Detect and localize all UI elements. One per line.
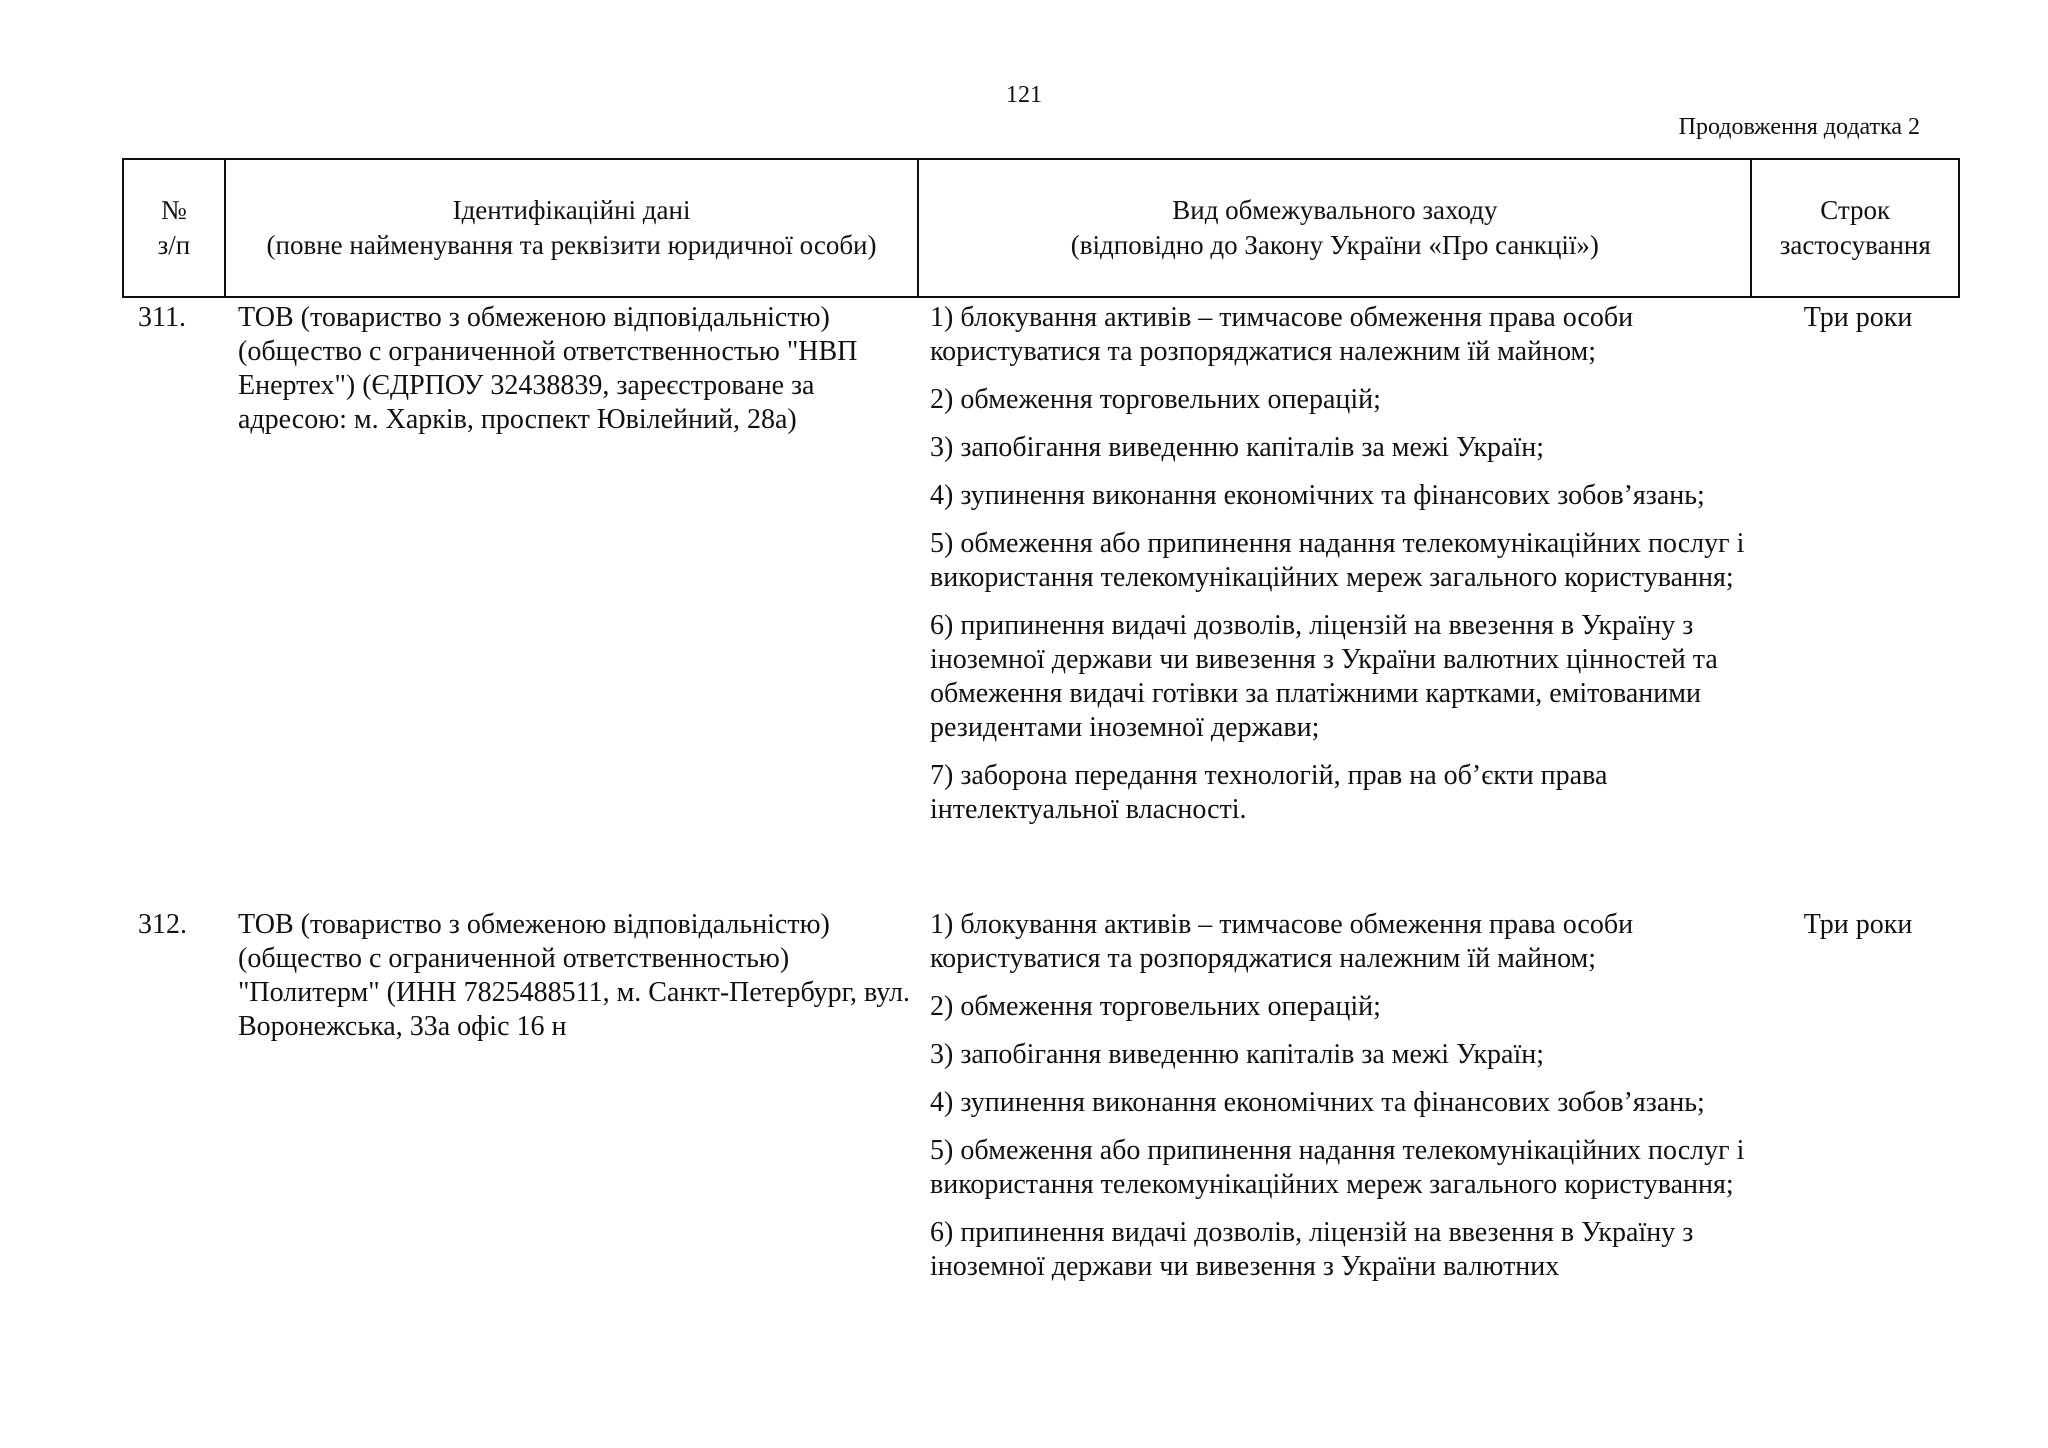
measure-item: 6) припинення видачі дозволів, ліцензій на ввезення в Україну з іноземної держави чи вивезення з України валютних цінностей та обмеження видачі готівки за платіжними картками, емітованими резидентами іноземної держави; bbox=[930, 610, 1718, 743]
entry-measures bbox=[930, 908, 1760, 1298]
header-measure-title: Вид обмежувального заходу bbox=[1172, 195, 1498, 225]
measure-item: 5) обмеження або припинення надання телекомунікаційних послуг і використання телекомунікаційних мереж загального користування; bbox=[930, 528, 1745, 593]
measure-item: 7) заборона передання технологій, прав на об’єкти права інтелектуальної власності. bbox=[930, 760, 1608, 825]
measure-item: 2) обмеження торговельних операцій; bbox=[930, 384, 1381, 415]
entry-identification: ТОВ (товариство з обмеженою відповідальністю) (общество с ограниченной ответственностью "НВП Енертех") (ЄДРПОУ 32438839, зареєстроване за адресою: м. Харків, проспект Ювілейний, 28а) bbox=[238, 302, 858, 435]
measure-item: 4) зупинення виконання економічних та фінансових зобов’язань; bbox=[930, 480, 1705, 511]
entry-identification: ТОВ (товариство з обмеженою відповідальністю) (общество с ограниченной ответственностью) "Политерм" (ИНН 7825488511, м. Санкт-Петербург, вул. Воронежська, 33а офіс 16 н bbox=[238, 909, 910, 1042]
entry-number: 311. bbox=[138, 302, 186, 333]
header-measure-cell bbox=[919, 160, 1752, 296]
header-measure-subtitle: (відповідно до Закону України «Про санкції») bbox=[1070, 230, 1599, 260]
continuation-label: Продовження додатка 2 bbox=[1678, 114, 1920, 140]
entry-measures bbox=[930, 301, 1760, 841]
header-identification-cell bbox=[226, 160, 919, 296]
header-identification-title: Ідентифікаційні дані bbox=[452, 195, 691, 225]
measure-item: 4) зупинення виконання економічних та фінансових зобов’язань; bbox=[930, 1087, 1705, 1118]
header-term-cell bbox=[1752, 160, 1958, 296]
entry-term: Три роки bbox=[1803, 302, 1913, 333]
measure-item: 1) блокування активів – тимчасове обмеження права особи користуватися та розпоряджатися належним їй майном; bbox=[930, 302, 1634, 367]
table-header bbox=[122, 158, 1960, 298]
entry-number: 312. bbox=[138, 909, 187, 940]
header-term-subtitle: застосування bbox=[1779, 230, 1931, 260]
header-identification-subtitle: (повне найменування та реквізити юридичної особи) bbox=[266, 230, 877, 260]
measure-item: 3) запобігання виведенню капіталів за межі Україн; bbox=[930, 432, 1545, 463]
measure-item: 6) припинення видачі дозволів, ліцензій на ввезення в Україну з іноземної держави чи вивезення з України валютних bbox=[930, 1217, 1694, 1282]
entry-term: Три роки bbox=[1803, 909, 1913, 940]
measure-item: 5) обмеження або припинення надання телекомунікаційних послуг і використання телекомунікаційних мереж загального користування; bbox=[930, 1135, 1745, 1200]
header-term-title: Строк bbox=[1820, 195, 1891, 225]
page-number: 121 bbox=[1006, 82, 1042, 108]
header-number-symbol: № bbox=[161, 195, 187, 225]
measure-item: 3) запобігання виведенню капіталів за межі Україн; bbox=[930, 1039, 1545, 1070]
header-number-label: з/п bbox=[157, 230, 191, 260]
header-number-cell bbox=[124, 160, 226, 296]
measure-item: 2) обмеження торговельних операцій; bbox=[930, 991, 1381, 1022]
measure-item: 1) блокування активів – тимчасове обмеження права особи користуватися та розпоряджатися належним їй майном; bbox=[930, 909, 1634, 974]
